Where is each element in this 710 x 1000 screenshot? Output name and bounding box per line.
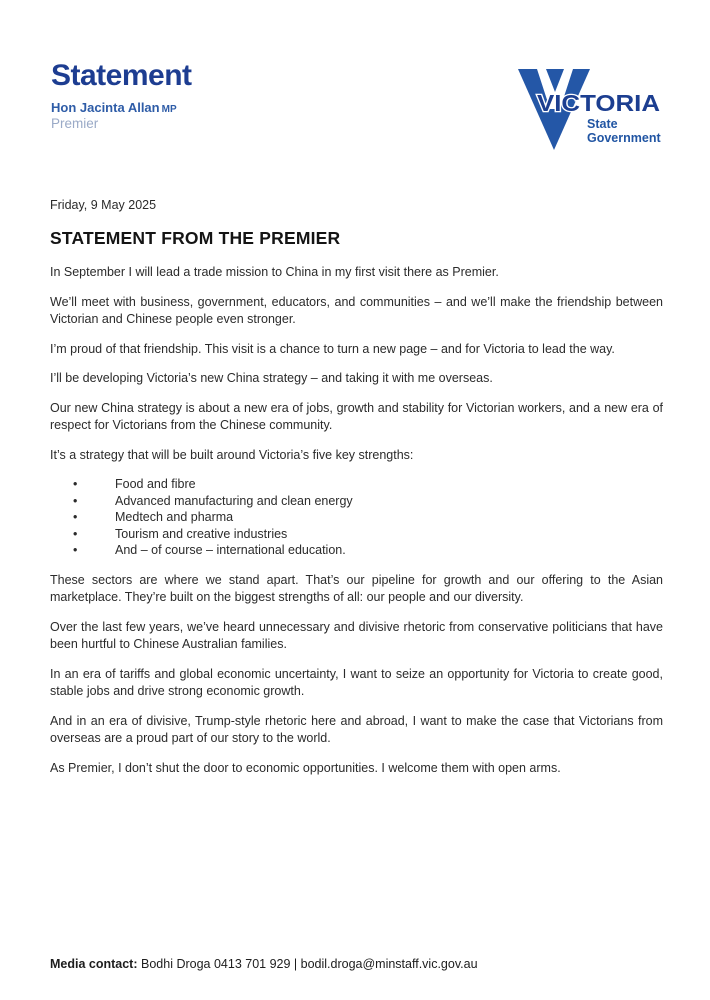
paragraph: In September I will lead a trade mission to China in my first visit there as Premier.: [50, 265, 499, 279]
statement-heading: STATEMENT FROM THE PREMIER: [50, 228, 341, 248]
paragraph: I’ll be developing Victoria’s new China strategy – and taking it with me overseas.: [50, 371, 493, 385]
list-item: • And – of course – international education.: [50, 542, 663, 559]
document-type-title: Statement: [51, 59, 192, 92]
paragraph: We’ll meet with business, government, educators, and communities – and we’ll make the friendship between Victorian and Chinese people even stronger.: [50, 294, 663, 326]
key-strengths-list: [50, 476, 663, 559]
masthead: [51, 60, 192, 132]
list-item: • Advanced manufacturing and clean energy: [50, 493, 663, 510]
premier-name-suffix: MP: [161, 103, 177, 115]
media-contact-label: Media contact:: [50, 957, 138, 971]
paragraph: Over the last few years, we’ve heard unnecessary and divisive rhetoric from conservative politicians that have been hurtful to Chinese Australian families.: [50, 619, 663, 651]
paragraph: I’m proud of that friendship. This visit is a chance to turn a new page – and for Victoria to lead the way.: [50, 341, 615, 356]
paragraph: These sectors are where we stand apart. That’s our pipeline for growth and our offering to the Asian marketplace. They’re built on the biggest strengths of all: our people and our diversity.: [50, 572, 663, 604]
paragraph: And in an era of divisive, Trump-style rhetoric here and abroad, I want to make the case that Victorians from overseas are a proud part of our story to the world.: [50, 713, 663, 745]
date: Friday, 9 May 2025: [50, 198, 157, 212]
premier-role: Premier: [51, 115, 99, 131]
logo-brand-text: VICTORIA: [537, 90, 660, 116]
paragraph: As Premier, I don’t shut the door to economic opportunities. I welcome them with open arms.: [50, 760, 561, 775]
statement-body: [50, 199, 663, 789]
premier-name: [51, 101, 192, 115]
list-item: • Medtech and pharma: [50, 509, 663, 526]
paragraph: Our new China strategy is about a new era of jobs, growth and stability for Victorian workers, and a new era of respect for Victorians from the Chinese community.: [50, 400, 663, 432]
premier-name-text: Hon Jacinta Allan: [51, 99, 160, 115]
list-item: • Food and fibre: [50, 476, 663, 493]
list-item: • Tourism and creative industries: [50, 526, 663, 543]
logo-sub-line1: State: [587, 117, 618, 131]
paragraph: It’s a strategy that will be built around Victoria’s five key strengths:: [50, 447, 414, 462]
victoria-state-government-logo: [517, 60, 663, 152]
media-contact: [50, 957, 478, 971]
paragraph: In an era of tariffs and global economic uncertainty, I want to seize an opportunity for Victoria to create good, stable jobs and drive strong economic growth.: [50, 666, 663, 698]
media-contact-details: Bodhi Droga 0413 701 929 | bodil.droga@minstaff.vic.gov.au: [141, 957, 478, 971]
logo-sub-line2: Government: [587, 131, 661, 145]
